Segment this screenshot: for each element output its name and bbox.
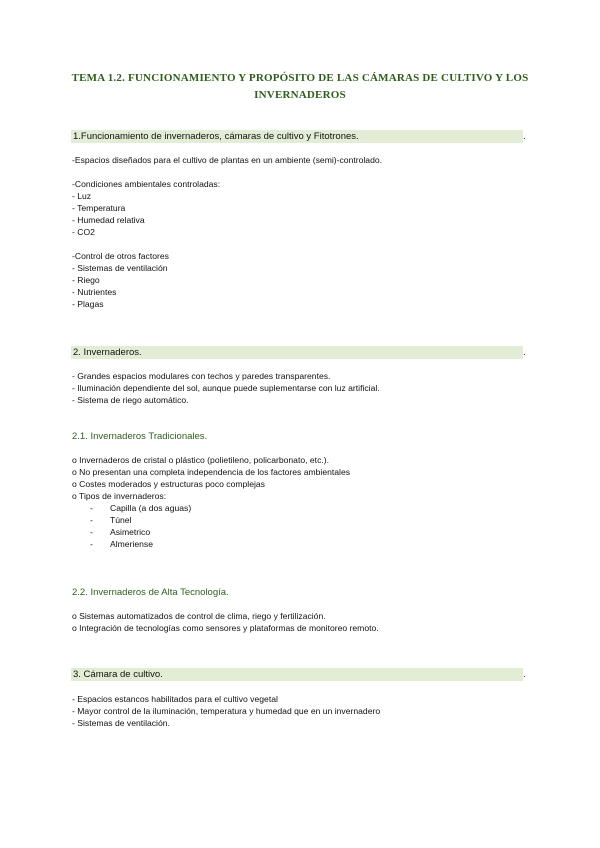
traditional-item: o Invernaderos de cristal o plástico (polietileno, policarbonato, etc.). [72, 455, 329, 465]
traditional-item: o Costes moderados y estructuras poco complejas [72, 479, 265, 489]
greenhouse-type-item [90, 538, 153, 550]
condition-item: - CO2 [72, 227, 95, 237]
traditional-item: o No presentan una completa independencia de los factores ambientales [72, 467, 351, 477]
document-title [60, 70, 540, 104]
traditional-item: o Tipos de invernaderos: [72, 491, 167, 501]
condition-item: - Temperatura [72, 203, 126, 213]
greenhouse-type-label: Capilla (a dos aguas) [110, 503, 192, 513]
greenhouse-item: - Iluminación dependiente del sol, aunque puede suplementarse con luz artificial. [72, 383, 380, 393]
section-3-heading-trailing: . [523, 669, 526, 680]
title-line-2: INVERNADEROS [254, 89, 346, 101]
condition-item: - Luz [72, 191, 92, 201]
dash-marker: - [90, 503, 93, 513]
dash-marker: - [90, 539, 93, 549]
dash-marker: - [90, 515, 93, 525]
section-1-heading-trailing: . [523, 131, 526, 142]
greenhouse-type-label: Almeriense [110, 539, 153, 549]
section-2-2-heading: 2.2. Invernaderos de Alta Tecnología. [72, 587, 229, 598]
high-tech-item: o Sistemas automatizados de control de clima, riego y fertilización. [72, 611, 326, 621]
greenhouse-item: - Sistema de riego automático. [72, 395, 189, 405]
greenhouse-type-item [90, 514, 132, 526]
growth-chamber-item: - Mayor control de la iluminación, temperatura y humedad que en un invernadero [72, 706, 381, 716]
section-2-heading: 2. Invernaderos. [71, 346, 523, 359]
other-factor-item: - Nutrientes [72, 287, 117, 297]
section-1-heading: 1.Funcionamiento de invernaderos, cámaras de cultivo y Fitotrones. [71, 130, 523, 143]
other-factor-item: - Sistemas de ventilación [72, 263, 168, 273]
section-1-intro: -Espacios diseñados para el cultivo de plantas en un ambiente (semi)-controlado. [72, 155, 383, 165]
growth-chamber-item: - Espacios estancos habilitados para el cultivo vegetal [72, 694, 278, 704]
section-2-heading-trailing: . [523, 347, 526, 358]
greenhouse-item: - Grandes espacios modulares con techos y paredes transparentes. [72, 371, 331, 381]
greenhouse-type-label: Asimetrico [110, 527, 151, 537]
greenhouse-type-item [90, 526, 150, 538]
conditions-label: -Condiciones ambientales controladas: [72, 179, 221, 189]
greenhouse-type-item [90, 502, 191, 514]
other-factor-item: - Plagas [72, 299, 104, 309]
other-factor-item: - Riego [72, 275, 100, 285]
greenhouse-type-label: Túnel [110, 515, 132, 525]
dash-marker: - [90, 527, 93, 537]
high-tech-item: o Integración de tecnologías como sensores y plataformas de monitoreo remoto. [72, 623, 379, 633]
section-2-1-heading: 2.1. Invernaderos Tradicionales. [72, 431, 208, 442]
condition-item: - Humedad relativa [72, 215, 145, 225]
other-factors-label: -Control de otros factores [72, 251, 169, 261]
title-line-1: TEMA 1.2. FUNCIONAMIENTO Y PROPÓSITO DE LAS CÁMARAS DE CULTIVO Y LOS [71, 72, 529, 84]
growth-chamber-item: - Sistemas de ventilación. [72, 718, 170, 728]
section-3-heading: 3. Cámara de cultivo. [71, 668, 523, 681]
